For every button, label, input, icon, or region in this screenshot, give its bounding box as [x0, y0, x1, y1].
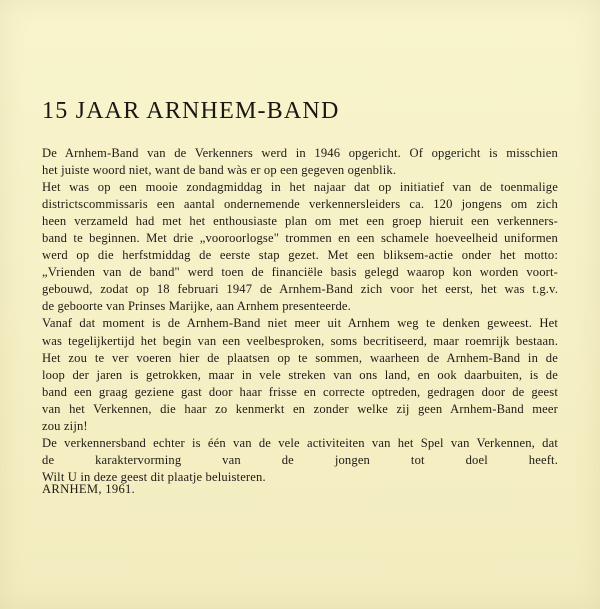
- paragraph-3: [42, 315, 558, 434]
- text-line: Wilt U in deze geest dit plaatje beluisteren.: [42, 469, 266, 484]
- text-line: zou zijn!: [42, 418, 88, 433]
- text-line: de geboorte van Prinses Marijke, aan Arnhem presenteerde.: [42, 299, 351, 314]
- text-line: Het was op een mooie zondagmiddag in het najaar dat op initiatief van de toenmalige: [42, 180, 558, 195]
- text-line: band een graag geziene gast door haar frisse en correcte optreden, gedragen door de geest: [42, 384, 558, 399]
- page-title: 15 JAAR ARNHEM-BAND: [42, 98, 340, 124]
- signature-line: ARNHEM, 1961.: [42, 482, 136, 496]
- text-line: De verkennersband echter is één van de vele activiteiten van het Spel van Verkennen, dat: [42, 435, 558, 450]
- paragraph-4: [42, 435, 558, 486]
- text-line: de karaktervorming van de jongen tot doel heeft.: [42, 452, 558, 467]
- text-line: van het Verkennen, die haar zo kenmerkt en zonder welke zij geen Arnhem-Band meer: [42, 401, 558, 416]
- text-line: loop der jaren is getrokken, maar in vele streken van ons land, en ook daarbuiten, is de: [42, 367, 558, 382]
- text-line: was tegelijkertijd het begin van een veelbesproken, soms becritiseerd, maar roemrijk bestaan.: [42, 333, 558, 348]
- paragraph-1: [42, 145, 558, 179]
- text-line: band te beginnen. Met drie „vooroorlogse" trommen en een schamele hoeveelheid uniformen: [42, 231, 558, 246]
- text-line: De Arnhem-Band van de Verkenners werd in 1946 opgericht. Of opgericht is misschien: [42, 146, 558, 160]
- text-line: Vanaf dat moment is de Arnhem-Band niet meer uit Arnhem weg te denken geweest. Het: [42, 316, 558, 331]
- text-line: werd op die herfstmiddag de eerste stap gezet. Met een bliksem-actie onder het motto:: [42, 248, 558, 263]
- text-line: districtscommissaris een aantal ondernemende verkennersleiders ca. 120 jongens om zich: [42, 197, 558, 212]
- text-line: „Vrienden van de band" werd toen de financiële basis gelegd waarop kon worden voort-: [42, 265, 558, 280]
- text-line: het juiste woord niet, want de band wàs er op een gegeven ogenblik.: [42, 163, 397, 178]
- paragraph-2: [42, 179, 558, 315]
- text-line: heen verzameld had met het enthousiaste plan om met een groep hieruit een verkenners-: [42, 214, 558, 229]
- text-line: gebouwd, zodat op 18 februari 1947 de Arnhem-Band zich voor het eerst, het was t.g.v.: [42, 282, 558, 297]
- body-text: [42, 145, 558, 486]
- text-line: Het zou te ver voeren hier de plaatsen op te sommen, waarheen de Arnhem-Band in de: [42, 350, 558, 365]
